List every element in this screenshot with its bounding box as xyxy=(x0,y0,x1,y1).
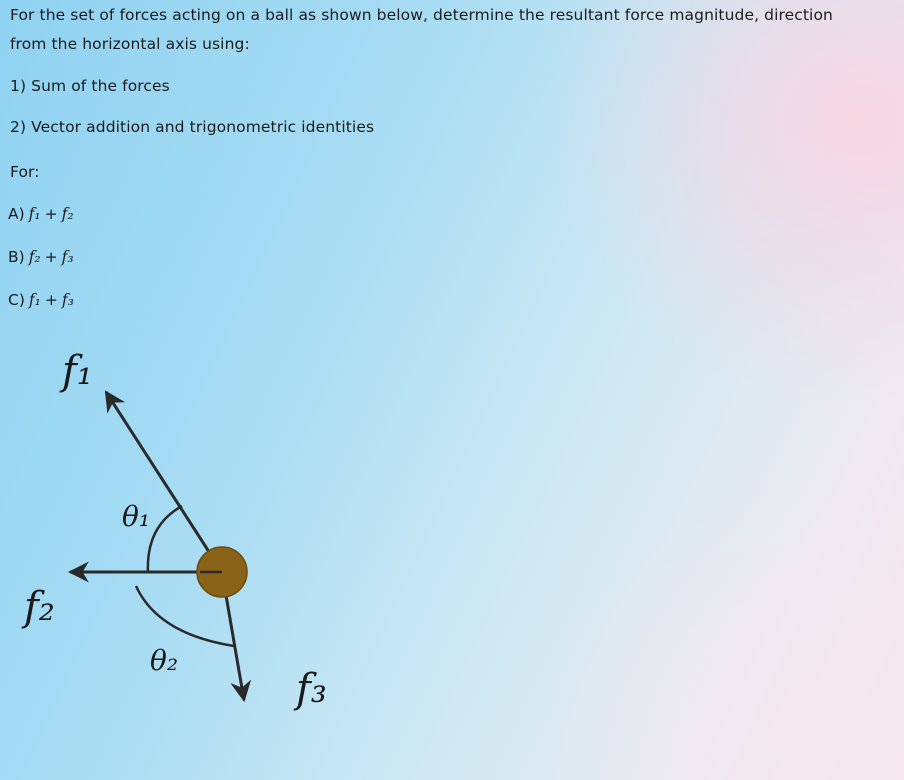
for-label: For: xyxy=(10,163,40,181)
intro-line-2: from the horizontal axis using: xyxy=(10,35,250,53)
method-item-2: 2) Vector addition and trigonometric identities xyxy=(10,118,375,136)
intro-line-1: For the set of forces acting on a ball as shown below, determine the resultant force magnitude, direction xyxy=(10,6,833,24)
theta2-label: θ₂ xyxy=(150,644,179,677)
case-plus: + xyxy=(44,205,58,223)
case-second-force: f₂ xyxy=(61,205,74,223)
method-item-1: 1) Sum of the forces xyxy=(10,77,170,95)
case-c xyxy=(8,291,74,309)
case-letter: C) xyxy=(8,291,25,309)
f3-label: f₃ xyxy=(296,666,327,712)
case-second-force: f₃ xyxy=(61,291,74,309)
case-b xyxy=(8,248,74,266)
f1-vector xyxy=(106,392,222,572)
case-second-force: f₃ xyxy=(61,248,74,266)
force-diagram xyxy=(0,330,400,750)
case-letter: B) xyxy=(8,248,25,266)
case-letter: A) xyxy=(8,205,25,223)
case-plus: + xyxy=(44,248,58,266)
case-a xyxy=(8,205,74,223)
case-first-force: f₂ xyxy=(28,248,41,266)
case-first-force: f₁ xyxy=(28,205,41,223)
theta1-label: θ₁ xyxy=(122,500,151,533)
f2-label: f₂ xyxy=(24,584,55,630)
theta1-arc xyxy=(148,506,182,572)
f1-label: f₁ xyxy=(62,348,93,394)
case-plus: + xyxy=(44,291,58,309)
case-first-force: f₁ xyxy=(28,291,41,309)
